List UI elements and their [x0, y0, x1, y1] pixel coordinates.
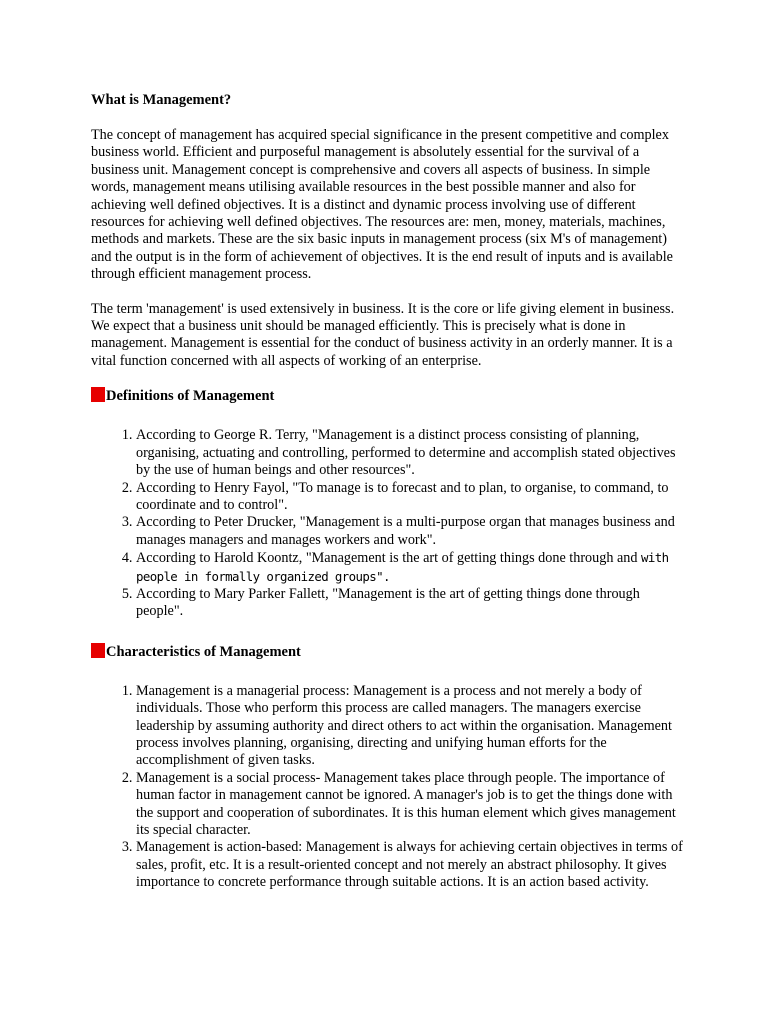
- red-square-icon: [91, 643, 105, 658]
- definitions-list: [91, 427, 685, 620]
- definition-koontz-lead: According to Harold Koontz, "Management is the art of getting things done through and: [136, 550, 638, 567]
- characteristic-item-managerial-process: 1. Management is a managerial process: Management is a process and not merely a body of individuals. Those who perform this process are called managers. The managers exercise leadership by assuming authority and direct others to act within the organisation. Management process involves planning, organising, directing and unifying human efforts for the accomplishment of given tasks.: [136, 683, 685, 770]
- characteristic-item-social-process: 2. Management is a social process- Management takes place through people. The importance of human factor in management cannot be ignored. A manager's job is to get the things done with the support and cooperation of subordinates. It is this human element which gives management its special character.: [136, 770, 685, 840]
- definition-item-follett: 5. According to Mary Parker Fallett, "Management is the art of getting things done through people".: [136, 586, 685, 621]
- term-paragraph: The term 'management' is used extensively in business. It is the core or life giving element in business. We expect that a business unit should be managed efficiently. This is precisely what is done in management. Management is essential for the conduct of business activity in an orderly manner. It is a vital function concerned with all aspects of working of an enterprise.: [91, 300, 675, 369]
- characteristics-heading-text: Characteristics of Management: [106, 643, 301, 660]
- definition-koontz-tail: with people in formally organized groups".: [136, 550, 669, 584]
- characteristics-heading: [91, 643, 685, 661]
- definitions-heading: [91, 387, 685, 405]
- definition-item-fayol: 2. According to Henry Fayol, "To manage is to forecast and to plan, to organise, to command, to coordinate and to control".: [136, 480, 685, 515]
- document-page: [91, 92, 685, 914]
- definition-item-terry: 1. According to George R. Terry, "Management is a distinct process consisting of planning, organising, actuating and controlling, performed to determine and accomplish stated objectives by the use of human beings and other resources".: [136, 427, 685, 479]
- definition-item-koontz: [136, 549, 685, 586]
- intro-paragraph: The concept of management has acquired special significance in the present competitive and complex business world. Efficient and purposeful management is absolutely essential for the survival of a business unit. Management concept is comprehensive and covers all aspects of business. In simple words, management means utilising available resources in the best possible manner and also for achieving well defined objectives. It is a distinct and dynamic process involving use of different resources for achieving well defined objectives. The resources are: men, money, materials, machines, methods and markets. These are the six basic inputs in management process (six M's of management) and the output is in the form of achievement of objectives. It is the end result of inputs and is available through efficient management process.: [91, 127, 673, 283]
- definitions-heading-text: Definitions of Management: [106, 388, 275, 405]
- page-title: What is Management?: [91, 92, 232, 108]
- definition-item-drucker: 3. According to Peter Drucker, "Management is a multi-purpose organ that manages business and manages managers and manages workers and work".: [136, 514, 685, 549]
- characteristics-list: [91, 683, 685, 892]
- characteristic-item-action-based: 3. Management is action-based: Management is always for achieving certain objectives in terms of sales, profit, etc. It is a result-oriented concept and not merely an abstract philosophy. It gives importance to concrete performance through suitable actions. It is an action based activity.: [136, 839, 685, 891]
- red-square-icon: [91, 387, 105, 402]
